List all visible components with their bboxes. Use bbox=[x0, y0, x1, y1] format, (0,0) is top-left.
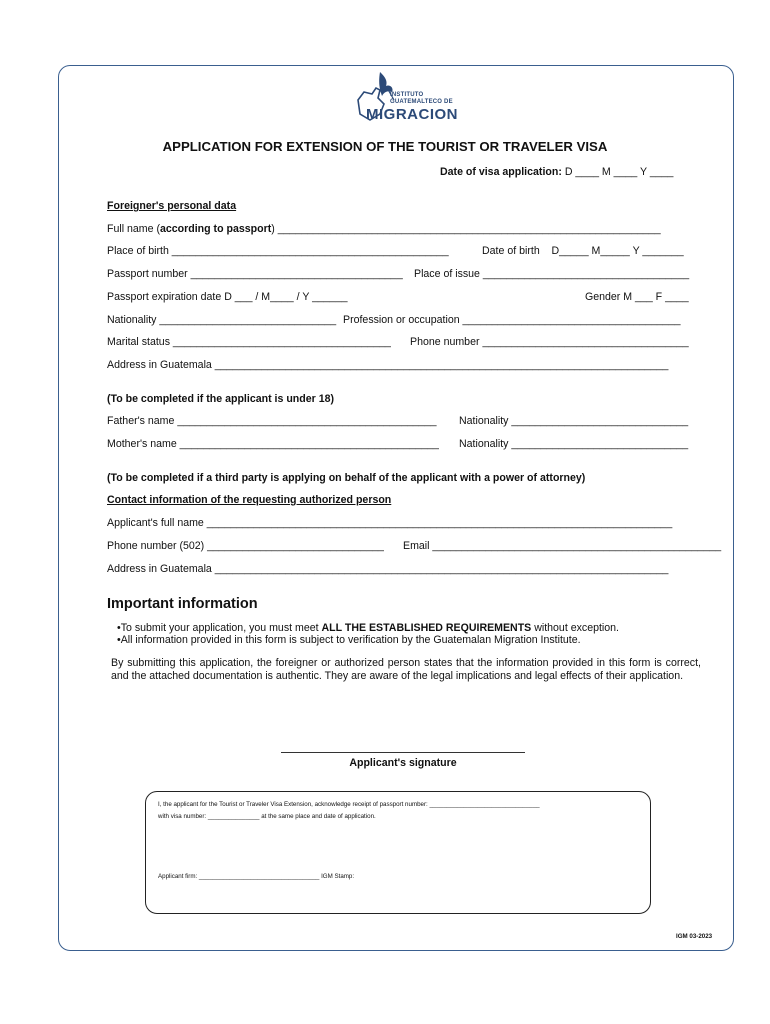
gender-field[interactable]: Gender M ___ F ____ bbox=[585, 291, 689, 303]
bullet1-text-c: without exception. bbox=[531, 622, 619, 634]
logo-line2: GUATEMALTECO DE bbox=[390, 99, 453, 105]
bullet1-text-a: To submit your application, you must meet bbox=[120, 622, 322, 634]
place-of-issue-field[interactable]: Place of issue ___________________________________ bbox=[414, 268, 690, 280]
bullet1-text-b: ALL THE ESTABLISHED REQUIREMENTS bbox=[321, 622, 532, 634]
signature-line[interactable] bbox=[281, 752, 525, 753]
full-name-label-b: according to passport bbox=[159, 223, 272, 235]
father-nationality-field[interactable]: Nationality ______________________________ bbox=[459, 415, 689, 427]
important-info-heading: Important information bbox=[107, 596, 258, 612]
date-of-birth-field[interactable]: Date of birth D_____ M_____ Y _______ bbox=[482, 245, 684, 257]
form-code: IGM 03-2023 bbox=[676, 933, 713, 940]
receipt-line3[interactable]: Applicant firm: ___________________________________ IGM Stamp: bbox=[158, 873, 355, 880]
page-title: APPLICATION FOR EXTENSION OF THE TOURIST OR TRAVELER VISA bbox=[162, 139, 608, 154]
verification-bullet bbox=[117, 634, 581, 646]
logo bbox=[350, 70, 460, 128]
declaration-paragraph: By submitting this application, the foreigner or authorized person states that the information provided in this form is correct, and the attached documentation is authentic. They are aware of the legal implications and legal effects of their application. bbox=[111, 657, 701, 682]
third-party-heading: (To be completed if a third party is applying on behalf of the applicant with a power of attorney) bbox=[107, 472, 586, 484]
passport-expiration-field[interactable]: Passport expiration date D ___ / M____ / Y ______ bbox=[107, 291, 348, 303]
minor-heading: (To be completed if the applicant is under 18) bbox=[107, 393, 335, 405]
father-name-field[interactable]: Father's name ____________________________________________ bbox=[107, 415, 437, 427]
logo-line1: INSTITUTO bbox=[390, 92, 424, 98]
logo-line3: MIGRACION bbox=[366, 106, 458, 123]
third-party-phone-field[interactable]: Phone number (502) ______________________________ bbox=[107, 540, 384, 552]
mother-name-field[interactable]: Mother's name ____________________________________________ bbox=[107, 438, 439, 450]
mother-nationality-field[interactable]: Nationality ______________________________ bbox=[459, 438, 689, 450]
address-field[interactable]: Address in Guatemala _____________________________________________________________________________ bbox=[107, 359, 669, 371]
email-field[interactable]: Email _________________________________________________ bbox=[403, 540, 722, 552]
applicant-full-name-field[interactable]: Applicant's full name _______________________________________________________________________________ bbox=[107, 517, 673, 529]
profession-field[interactable]: Profession or occupation _____________________________________ bbox=[343, 314, 681, 326]
full-name-label-a: Full name ( bbox=[107, 223, 160, 235]
marital-status-field[interactable]: Marital status _____________________________________ bbox=[107, 336, 391, 348]
personal-data-heading: Foreigner's personal data bbox=[107, 200, 237, 212]
signature-label: Applicant's signature bbox=[349, 757, 457, 769]
receipt-line2[interactable]: with visa number: _______________ at the same place and date of application. bbox=[158, 813, 376, 820]
passport-number-field[interactable]: Passport number ____________________________________ bbox=[107, 268, 403, 280]
place-of-birth-field[interactable]: Place of birth _______________________________________________ bbox=[107, 245, 449, 257]
bullet2-text: All information provided in this form is subject to verification by the Guatemalan Migration Institute. bbox=[120, 634, 581, 646]
date-application-label: Date of visa application: bbox=[440, 166, 562, 178]
receipt-line1[interactable]: I, the applicant for the Tourist or Traveler Visa Extension, acknowledge receipt of passport number: ________________________________ bbox=[158, 801, 540, 808]
date-application-field[interactable]: D ____ M ____ Y ____ bbox=[564, 166, 674, 178]
contact-info-heading: Contact information of the requesting authorized person bbox=[107, 494, 392, 506]
third-party-address-field[interactable]: Address in Guatemala _____________________________________________________________________________ bbox=[107, 563, 669, 575]
passport-receipt-box bbox=[145, 791, 651, 914]
phone-number-field[interactable]: Phone number ___________________________________ bbox=[410, 336, 689, 348]
date-of-application bbox=[440, 166, 673, 178]
requirement-bullet bbox=[117, 622, 619, 634]
full-name-blank[interactable]: ) _________________________________________________________________ bbox=[271, 223, 661, 235]
nationality-field[interactable]: Nationality ______________________________ bbox=[107, 314, 337, 326]
full-name-field[interactable] bbox=[107, 223, 661, 235]
